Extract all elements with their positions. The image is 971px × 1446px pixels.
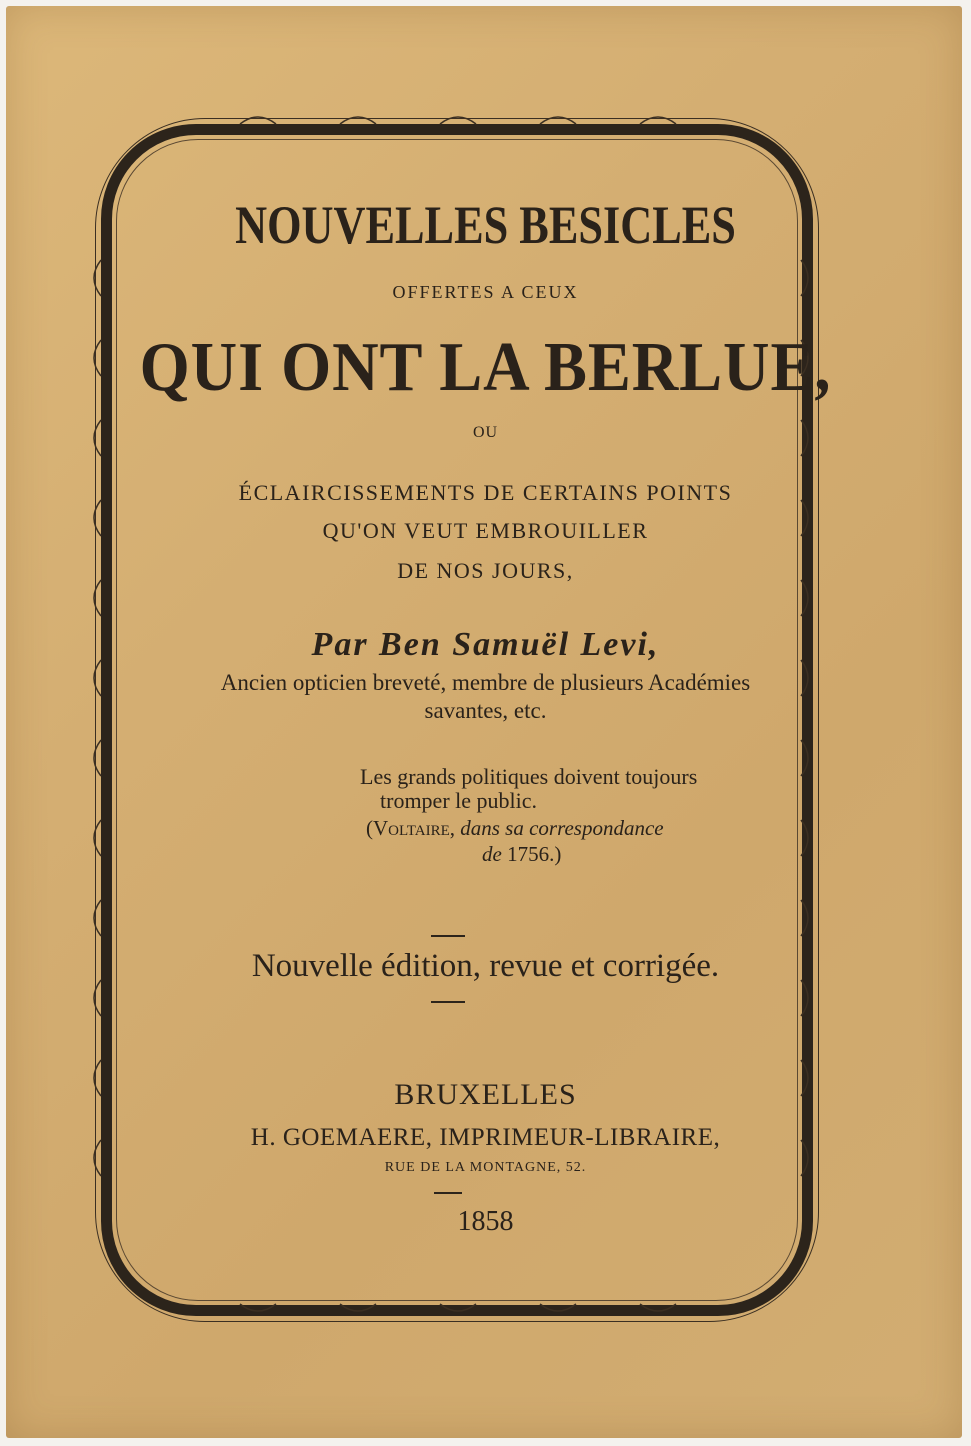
divider-bottom [431,1001,465,1003]
title-line-3: QUI ONT LA BERLUE, [139,329,832,406]
title-line-2: OFFERTES A CEUX [392,282,579,302]
epigraph-date [482,842,561,867]
epigraph-author: (Voltaire, [366,816,455,840]
epigraph-year: 1756.) [507,842,562,866]
divider-year [434,1192,462,1194]
author-name: Par Ben Samuël Levi, [311,626,660,663]
connector-word: OU [472,424,499,441]
author-description-1: Ancien opticien breveté, membre de plusieurs Académies [220,670,751,695]
subtitle-line-3: DE NOS JOURS, [397,558,574,583]
epigraph-date-prefix: de [482,842,502,866]
edition-note: Nouvelle édition, revue et corrigée. [251,948,720,984]
epigraph-source: dans sa correspondance [460,816,664,840]
epigraph-line-1: Les grands politiques doivent toujours [360,764,698,789]
author-description-2: savantes, etc. [424,698,547,723]
subtitle-line-2: QU'ON VEUT EMBROUILLER [322,518,649,543]
divider-top [431,935,465,937]
epigraph-attribution [366,816,664,841]
publication-year: 1858 [457,1206,514,1237]
publisher: H. GOEMAERE, IMPRIMEUR-LIBRAIRE, [250,1124,721,1151]
title-line-1: NOUVELLES BESICLES [235,195,736,255]
epigraph-line-2: tromper le public. [380,788,538,813]
publication-city: BRUXELLES [394,1078,577,1111]
subtitle-line-1: ÉCLAIRCISSEMENTS DE CERTAINS POINTS [238,480,733,505]
publisher-address: RUE DE LA MONTAGNE, 52. [384,1160,587,1175]
